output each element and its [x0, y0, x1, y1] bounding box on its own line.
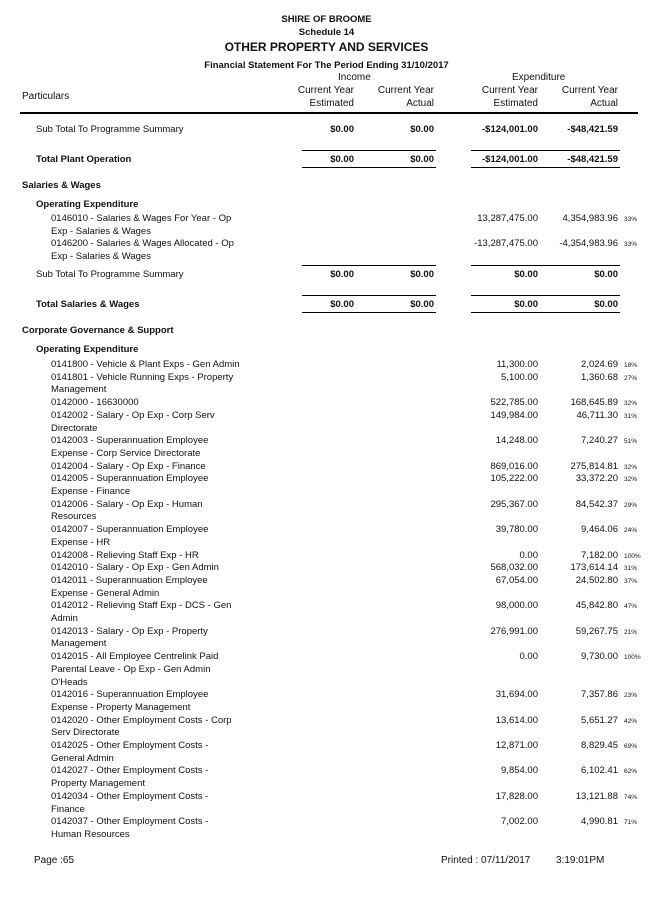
salaries-subtotal-income-est: $0.00 — [330, 269, 354, 280]
line-item-percent: 51% — [624, 438, 638, 446]
line-item-percent: 71% — [624, 819, 638, 827]
org-name: SHIRE OF BROOME — [281, 14, 372, 25]
line-item-exp-est: 276,991.00 — [490, 625, 538, 637]
plant-subtotal-label: Sub Total To Programme Summary — [36, 124, 184, 135]
line-item-label: 0142007 - Superannuation Employee — [51, 524, 209, 536]
line-item-label: 0142006 - Salary - Op Exp - Human — [51, 498, 203, 510]
line-item-label-cont: Management — [51, 384, 107, 396]
line-item-percent: 100% — [624, 654, 641, 662]
page-number: Page :65 — [34, 855, 75, 866]
line-item-exp-est: -13,287,475.00 — [474, 238, 538, 249]
line-item-label: 0142012 - Relieving Staff Exp - DCS - Gen — [51, 600, 232, 612]
line-item-exp-act: 9,464.06 — [581, 524, 618, 536]
plant-total-label: Total Plant Operation — [36, 154, 132, 165]
line-item-exp-est: 39,780.00 — [495, 524, 538, 536]
line-item-exp-est: 31,694.00 — [495, 689, 538, 701]
salaries-total-income-est: $0.00 — [330, 299, 354, 310]
line-item-percent: 69% — [624, 743, 638, 750]
line-item-exp-act: 7,357.86 — [581, 689, 618, 701]
line-item-label: 0142004 - Salary - Op Exp - Finance — [51, 460, 206, 472]
line-item-percent: 100% — [624, 552, 641, 560]
line-item-label-cont: Management — [51, 638, 107, 650]
line-item-label-cont: Finance — [51, 803, 85, 815]
line-item-label: 0146010 - Salaries & Wages For Year - Op — [51, 213, 232, 224]
salaries-subtotal-exp-est: $0.00 — [514, 269, 538, 280]
line-item-label: 0142027 - Other Employment Costs - — [51, 765, 209, 777]
report-title: OTHER PROPERTY AND SERVICES — [224, 40, 429, 54]
salaries-total-income-act: $0.00 — [410, 299, 434, 310]
line-item-exp-est: 5,100.00 — [501, 371, 538, 383]
line-item-label: 0142000 - 16630000 — [51, 397, 139, 409]
line-item-exp-est: 13,287,475.00 — [477, 213, 538, 224]
line-item-label: 0142005 - Superannuation Employee — [51, 473, 209, 485]
line-item-percent: 42% — [624, 717, 638, 725]
line-item-exp-act: 1,360.68 — [581, 371, 618, 383]
col-income-act-header-1: Current Year — [377, 85, 434, 96]
line-item-exp-est: 9,854.00 — [501, 765, 538, 777]
plant-total-income-act: $0.00 — [410, 154, 434, 165]
line-item-label-cont: Expense - Finance — [51, 486, 131, 497]
line-item-exp-act: 7,182.00 — [581, 549, 618, 561]
salaries-total-exp-est: $0.00 — [514, 299, 538, 310]
header-divider — [20, 112, 638, 114]
plant-total-underline-exp — [471, 167, 620, 168]
line-item-exp-act: 45,842.80 — [575, 600, 618, 612]
line-item-exp-est: 67,054.00 — [495, 574, 538, 586]
report-subtitle: Financial Statement For The Period Ending 31/10/2017 — [204, 60, 449, 71]
corporate-subheading: Operating Expenditure — [36, 344, 139, 355]
printed-date: Printed : 07/11/2017 — [441, 855, 531, 866]
line-item-label-cont: Expense - HR — [51, 536, 111, 548]
line-item-exp-act: 7,240.27 — [581, 435, 618, 447]
line-item-label-cont: Serv Directorate — [51, 727, 120, 739]
line-item-label-cont: General Admin — [51, 752, 114, 764]
line-item-percent: 37% — [624, 577, 638, 585]
line-item-percent: 47% — [624, 603, 638, 611]
salaries-total-underline-exp — [471, 312, 620, 313]
line-item-percent: 31% — [624, 565, 638, 573]
line-item-label-cont: Exp - Salaries & Wages — [51, 251, 151, 262]
salaries-subtotal-income-act: $0.00 — [410, 269, 434, 280]
plant-subtotal-income-act: $0.00 — [410, 124, 434, 135]
line-item-label-cont: Expense - Property Management — [51, 701, 191, 713]
line-item-label: 0142008 - Relieving Staff Exp - HR — [51, 549, 199, 561]
plant-subtotal-exp-est: -$124,001.00 — [482, 124, 538, 135]
plant-total-rule-income — [302, 150, 436, 151]
line-item-exp-est: 11,300.00 — [496, 359, 538, 370]
line-item-exp-est: 0.00 — [519, 549, 538, 561]
plant-total-underline-income — [302, 167, 436, 168]
line-item-percent: 74% — [624, 793, 638, 801]
line-item-exp-act: 4,990.81 — [581, 816, 618, 828]
line-item-exp-act: 8,829.45 — [581, 740, 618, 751]
line-item-label: 0142015 - All Employee Centrelink Paid — [51, 651, 219, 663]
plant-total-rule-exp — [471, 150, 620, 151]
line-item-exp-act: 24,502.80 — [575, 574, 618, 586]
line-item-label: 0142002 - Salary - Op Exp - Corp Serv — [51, 409, 215, 421]
line-item-percent: 27% — [624, 374, 638, 382]
line-item-label-cont: Resources — [51, 511, 97, 523]
line-item-label-cont: Human Resources — [51, 828, 130, 840]
plant-total-exp-est: -$124,001.00 — [482, 154, 538, 165]
line-item-percent: 29% — [624, 501, 638, 509]
line-item-label-cont: Directorate — [51, 422, 98, 434]
plant-subtotal-exp-act: -$48,421.59 — [567, 124, 618, 135]
salaries-total-underline-income — [302, 312, 436, 313]
salaries-subtotal-label: Sub Total To Programme Summary — [36, 269, 184, 280]
line-item-label: 0142025 - Other Employment Costs - — [51, 740, 209, 751]
col-exp-est-header-2: Estimated — [493, 98, 538, 109]
col-income-est-header-2: Estimated — [309, 98, 354, 109]
line-item-label: 0142010 - Salary - Op Exp - Gen Admin — [51, 562, 219, 574]
line-item-exp-act: -4,354,983.96 — [559, 238, 618, 249]
line-item-exp-act: 13,121.88 — [575, 790, 618, 802]
line-item-percent: 33% — [624, 241, 638, 248]
line-item-label-cont: Expense - General Admin — [51, 587, 160, 599]
line-item-exp-est: 149,984.00 — [490, 409, 538, 421]
line-item-exp-est: 13,614.00 — [495, 714, 538, 726]
line-item-exp-act: 275,814.81 — [570, 460, 618, 472]
line-item-exp-est: 7,002.00 — [501, 816, 538, 828]
line-item-label: 0142034 - Other Employment Costs - — [51, 790, 209, 802]
line-item-label: 0142013 - Salary - Op Exp - Property — [51, 625, 208, 637]
line-item-exp-act: 46,711.30 — [576, 409, 618, 421]
line-item-percent: 32% — [624, 400, 638, 408]
salaries-heading: Salaries & Wages — [22, 180, 101, 191]
line-item-exp-act: 9,730.00 — [581, 651, 618, 663]
col-exp-act-header-2: Actual — [590, 98, 618, 109]
line-item-exp-est: 295,367.00 — [490, 498, 538, 510]
line-item-exp-act: 5,651.27 — [581, 714, 618, 726]
line-item-label-cont: Admin — [51, 613, 78, 624]
line-item-exp-est: 869,016.00 — [490, 460, 538, 472]
col-exp-act-header-1: Current Year — [561, 85, 618, 96]
line-item-percent: 31% — [624, 412, 638, 420]
salaries-subtotal-rule-exp — [471, 265, 620, 266]
line-item-exp-act: 84,542.37 — [575, 498, 618, 510]
line-item-exp-act: 2,024.69 — [581, 359, 618, 370]
col-income-act-header-2: Actual — [406, 98, 434, 109]
line-item-exp-act: 173,614.14 — [570, 562, 618, 574]
schedule-label: Schedule 14 — [298, 27, 355, 38]
line-item-label-cont: Exp - Salaries & Wages — [51, 226, 151, 237]
particulars-header: Particulars — [22, 91, 70, 102]
line-item-exp-est: 12,871.00 — [495, 740, 538, 751]
line-item-label: 0142003 - Superannuation Employee — [51, 435, 209, 447]
line-item-percent: 32% — [624, 476, 638, 484]
line-item-exp-est: 98,000.00 — [495, 600, 538, 612]
line-item-percent: 32% — [624, 463, 638, 471]
plant-total-exp-act: -$48,421.59 — [567, 154, 618, 165]
line-item-label: 0142037 - Other Employment Costs - — [51, 816, 209, 828]
line-item-percent: 24% — [624, 527, 638, 535]
line-item-exp-act: 168,645.89 — [570, 397, 618, 409]
line-item-label: 0142011 - Superannuation Employee — [51, 574, 208, 586]
line-item-percent: 23% — [624, 692, 638, 700]
line-item-label: 0146200 - Salaries & Wages Allocated - Op — [51, 238, 234, 249]
line-item-exp-est: 17,828.00 — [495, 790, 538, 802]
line-item-label-cont: Property Management — [51, 778, 145, 790]
corporate-heading: Corporate Governance & Support — [22, 325, 174, 336]
line-item-label: 0141801 - Vehicle Running Exps - Property — [51, 371, 234, 383]
line-item-exp-est: 14,248.00 — [495, 435, 538, 447]
line-item-percent: 33% — [624, 216, 638, 223]
line-item-exp-act: 33,372.20 — [575, 473, 618, 485]
salaries-total-label: Total Salaries & Wages — [36, 299, 140, 310]
salaries-total-exp-act: $0.00 — [594, 299, 618, 310]
line-item-label-cont: Expense - Corp Service Directorate — [51, 447, 201, 459]
line-item-label: 0142020 - Other Employment Costs - Corp — [51, 714, 232, 726]
line-item-label: 0141800 - Vehicle & Plant Exps - Gen Admin — [51, 359, 240, 370]
col-exp-est-header-1: Current Year — [481, 85, 538, 96]
line-item-exp-act: 4,354,983.96 — [562, 213, 618, 224]
salaries-subtotal-rule-income — [302, 265, 436, 266]
salaries-total-rule-income — [302, 295, 436, 296]
line-item-label: 0142016 - Superannuation Employee — [51, 689, 209, 701]
income-group-label: Income — [338, 72, 371, 83]
line-item-percent: 62% — [624, 768, 638, 776]
line-item-exp-est: 0.00 — [519, 651, 538, 663]
printed-time: 3:19:01PM — [556, 855, 605, 866]
salaries-subheading: Operating Expenditure — [36, 199, 139, 210]
line-item-exp-act: 59,267.75 — [575, 625, 618, 637]
line-item-percent: 21% — [624, 628, 638, 636]
line-item-exp-act: 6,102.41 — [581, 765, 618, 777]
plant-subtotal-income-est: $0.00 — [330, 124, 354, 135]
plant-total-income-est: $0.00 — [330, 154, 354, 165]
salaries-total-rule-exp — [471, 295, 620, 296]
salaries-subtotal-exp-act: $0.00 — [594, 269, 618, 280]
line-item-percent: 18% — [624, 362, 638, 369]
line-item-exp-est: 522,785.00 — [490, 397, 538, 409]
col-income-est-header-1: Current Year — [297, 85, 354, 96]
line-item-exp-est: 105,222.00 — [490, 473, 538, 485]
line-item-label-cont: O'Heads — [51, 676, 88, 688]
line-item-label-cont: Parental Leave - Op Exp - Gen Admin — [51, 663, 211, 675]
expenditure-group-label: Expenditure — [512, 72, 566, 83]
line-item-exp-est: 568,032.00 — [490, 562, 538, 574]
